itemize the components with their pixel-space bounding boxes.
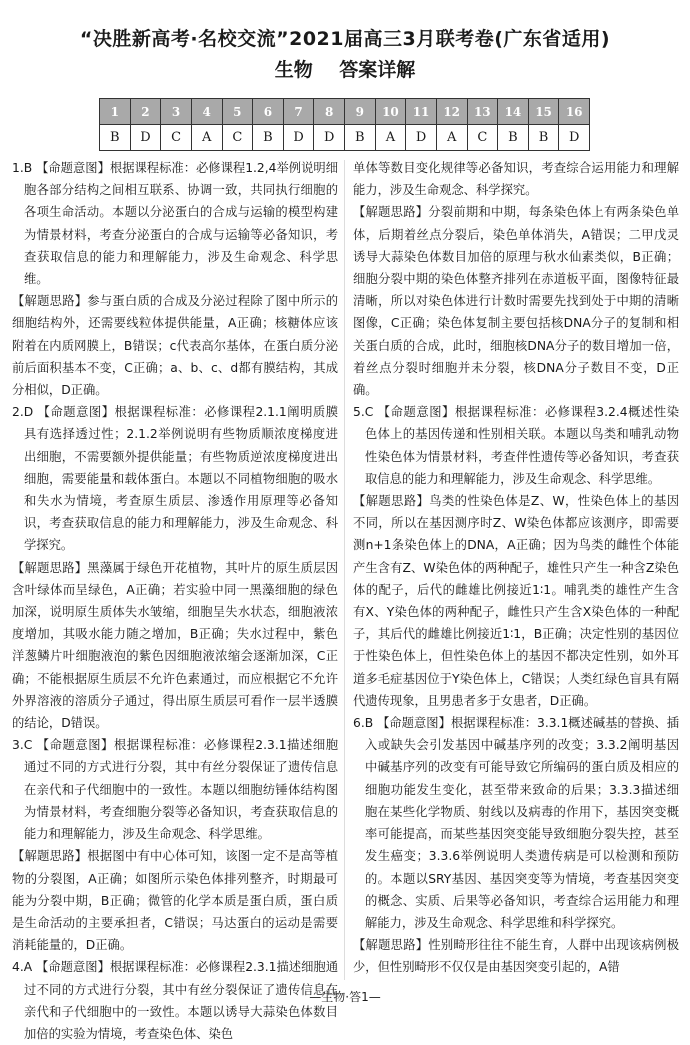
question-number-cell: 9 bbox=[345, 99, 376, 125]
question-explanation: 6.B 【命题意图】根据课程标准：3.3.1概述碱基的替换、插入或缺失会引发基因中碱基序列的改变；3.3.2阐明基因中碱基序列的改变有可能导致它所编码的蛋白质及相应的细胞功能发生变化，甚至带来致命的后果；3.3.3描述细胞在某些化学物质、射线以及病毒的作用下，基因突变概率可能提高，而某些基因突变能导致细胞分裂失控，甚至发生癌变；3.3.6举例说明人类遗传病是可以检测和预防的。本题以SRY基因、基因突变等为情境，考查基因突变的概念、实质、后果等必备知识，考查综合运用能力和理解能力，涉及生命观念、科学思维和科学探究。 bbox=[353, 716, 679, 930]
question-number-cell: 2 bbox=[130, 99, 161, 125]
solution-paragraph: 【解题思路】性别畸形往往不能生育，人群中出现该病例极少，但性别畸形不仅仅是由基因突变引起的，A错 bbox=[353, 938, 679, 975]
question-number-cell: 1 bbox=[100, 99, 131, 125]
answer-cell: D bbox=[314, 125, 345, 151]
answer-cell: C bbox=[222, 125, 253, 151]
answer-cell: A bbox=[436, 125, 467, 151]
question-number-cell: 6 bbox=[253, 99, 284, 125]
question-explanation: 3.C 【命题意图】根据课程标准：必修课程2.3.1描述细胞通过不同的方式进行分裂，其中有丝分裂保证了遗传信息在亲代和子代细胞中的一致性。本题以细胞纺锤体结构图为情景材料，考查细胞分裂等必备知识，考查获取信息的能力和理解能力，涉及生命观念、科学思维。 bbox=[12, 738, 338, 842]
solution-paragraph: 单体等数目变化规律等必备知识，考查综合运用能力和理解能力，涉及生命观念、科学探究。 bbox=[353, 161, 679, 198]
question-number-cell: 7 bbox=[283, 99, 314, 125]
answer-cell: D bbox=[559, 125, 590, 151]
answer-cell: B bbox=[100, 125, 131, 151]
page-title: “决胜新高考·名校交流”2021届高三3月联考卷(广东省适用) bbox=[79, 28, 611, 50]
right-column bbox=[353, 157, 679, 987]
answer-cell: A bbox=[191, 125, 222, 151]
answer-cell: D bbox=[130, 125, 161, 151]
answer-table bbox=[99, 98, 590, 151]
answer-cell: C bbox=[467, 125, 498, 151]
answer-cell: B bbox=[498, 125, 529, 151]
solution-paragraph: 【解题思路】参与蛋白质的合成及分泌过程除了图中所示的细胞结构外，还需要线粒体提供能量，A正确；核糖体应该附着在内质网膜上，B错误；c代表高尔基体，在蛋白质分泌前后面积基本不变，C正确；a、b、c、d都有膜结构，其成分相似，D正确。 bbox=[12, 294, 338, 398]
question-number-cell: 15 bbox=[528, 99, 559, 125]
question-number-cell: 12 bbox=[436, 99, 467, 125]
answer-cell: D bbox=[283, 125, 314, 151]
question-number-cell: 13 bbox=[467, 99, 498, 125]
question-number-cell: 10 bbox=[375, 99, 406, 125]
solution-paragraph: 【解题思路】鸟类的性染色体是Z、W，性染色体上的基因不同，所以在基因测序时Z、W染色体都应该测序，即需要测n+1条染色体上的DNA，A正确；因为鸟类的雌性个体能产生含有Z、W染色体的两种配子，雄性只产生一种含Z染色体的配子，后代的雌雄比例接近1∶1。哺乳类的雄性产生含有X、Y染色体的两种配子，雌性只产生含X染色体的一种配子，其后代的雌雄比例接近1∶1，B正确；决定性别的基因位于性染色体上，但性染色体上的基因不都决定性别，如外耳道多毛症基因位于Y染色体上，C错误；人类红绿色盲具有隔代遗传现象，且男患者多于女患者，D正确。 bbox=[353, 494, 679, 708]
question-explanation: 2.D 【命题意图】根据课程标准：必修课程2.1.1阐明质膜具有选择透过性；2.1.2举例说明有些物质顺浓度梯度进出细胞，不需要额外提供能量；有些物质逆浓度梯度进出细胞，需要能量和载体蛋白。本题以不同植物细胞的吸水和失水为情境，考查原生质层、渗透作用原理等必备知识，考查获取信息的能力和理解能力，涉及生命观念、科学探究。 bbox=[12, 405, 338, 553]
question-explanation: 4.A 【命题意图】根据课程标准：必修课程2.3.1描述细胞通过不同的方式进行分裂，其中有丝分裂保证了遗传信息在亲代和子代细胞中的一致性。本题以诱导大蒜染色体数目加倍的实验为情境，考查染色体、染色 bbox=[12, 960, 338, 1041]
solution-paragraph: 【解题思路】黑藻属于绿色开花植物，其叶片的原生质层因含叶绿体而呈绿色，A正确；若实验中同一黑藻细胞的绿色加深，说明原生质体失水皱缩，细胞呈失水状态，细胞液浓度增加，其吸水能力随之增加，B正确；失水过程中，紫色洋葱鳞片叶细胞液泡的紫色因细胞液浓缩会逐渐加深，C正确；不能根据原生质层不允许色素通过，而应根据它不允许外界溶液的溶质分子通过，得出原生质层可看作一层半透膜的结论，D错误。 bbox=[12, 560, 338, 731]
solution-paragraph: 【解题思路】分裂前期和中期，每条染色体上有两条染色单体，后期着丝点分裂后，染色单体消失，A错误；二甲戊灵诱导大蒜染色体数目加倍的原理与秋水仙素类似，B正确；细胞分裂中期的染色体整齐排列在赤道板平面，图像特征最清晰，所以对染色体进行计数时需要先找到处于中期的清晰图像，C正确；染色体复制主要包括核DNA分子的复制和相关蛋白质的合成，此时，细胞核DNA分子的数目增加一倍，着丝点分裂时细胞并未分裂，核DNA分子数目不变，D正确。 bbox=[353, 205, 679, 398]
page-subtitle: 生物 答案详解 bbox=[274, 59, 416, 81]
question-explanation: 5.C 【命题意图】根据课程标准：必修课程3.2.4概述性染色体上的基因传递和性别相关联。本题以鸟类和哺乳动物性染色体为情景材料，考查伴性遗传等必备知识，考查获取信息的能力和理解能力，涉及生命观念、科学思维。 bbox=[353, 405, 679, 486]
answer-cell: B bbox=[345, 125, 376, 151]
page-footer: —生物·答1— bbox=[309, 990, 381, 1004]
question-explanation: 1.B 【命题意图】根据课程标准：必修课程1.2,4举例说明细胞各部分结构之间相互联系、协调一致，共同执行细胞的各项生命活动。本题以分泌蛋白的合成与运输的模型构建为情景材料，考查分泌蛋白的合成与运输等必备知识，考查获取信息的能力和理解能力，涉及生命观念、科学思维。 bbox=[12, 161, 338, 287]
answer-cell: B bbox=[253, 125, 284, 151]
question-number-cell: 8 bbox=[314, 99, 345, 125]
left-column bbox=[12, 157, 338, 1041]
column-divider bbox=[344, 160, 345, 980]
answer-table-answers-row bbox=[100, 125, 590, 151]
answer-table-numbers-row bbox=[100, 99, 590, 125]
question-number-cell: 16 bbox=[559, 99, 590, 125]
question-number-cell: 14 bbox=[498, 99, 529, 125]
question-number-cell: 5 bbox=[222, 99, 253, 125]
answer-cell: D bbox=[406, 125, 437, 151]
answer-cell: C bbox=[161, 125, 192, 151]
question-number-cell: 4 bbox=[191, 99, 222, 125]
solution-paragraph: 【解题思路】根据图中有中心体可知，该图一定不是高等植物的分裂图，A正确；如图所示染色体排列整齐，时期最可能为分裂中期，B正确；微管的化学本质是蛋白质，蛋白质是生命活动的主要承担者，C错误；马达蛋白的运动是需要消耗能量的，D正确。 bbox=[12, 849, 338, 953]
question-number-cell: 3 bbox=[161, 99, 192, 125]
question-number-cell: 11 bbox=[406, 99, 437, 125]
answer-cell: B bbox=[528, 125, 559, 151]
answer-cell: A bbox=[375, 125, 406, 151]
